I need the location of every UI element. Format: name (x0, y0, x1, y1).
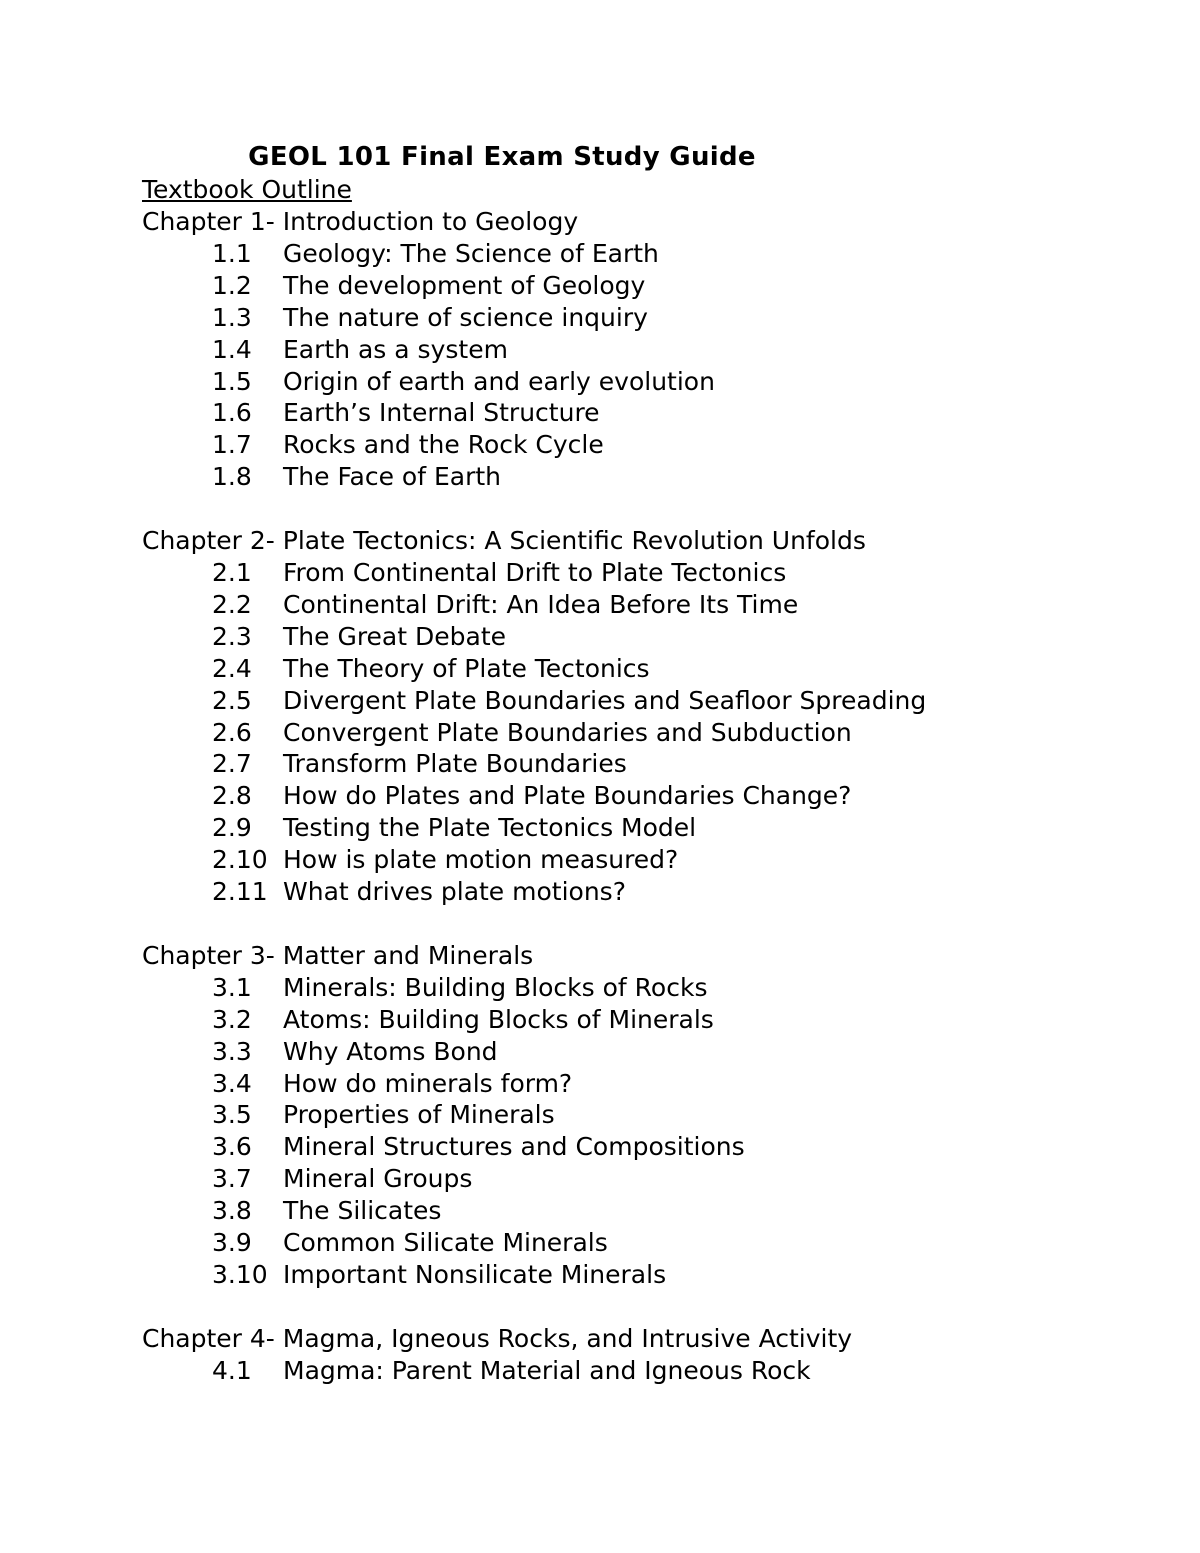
section-item (142, 334, 1142, 366)
chapter-list (142, 206, 1142, 1387)
section-number: 2.2 (212, 590, 252, 620)
section-title: How do Plates and Plate Boundaries Change? (283, 781, 852, 811)
section-item (142, 461, 1142, 493)
section-title: Divergent Plate Boundaries and Seafloor Spreading (283, 685, 927, 715)
section-item (142, 270, 1142, 302)
section-item (142, 1259, 1142, 1291)
chapter-block (142, 1323, 1142, 1387)
section-title: Continental Drift: An Idea Before Its Time (283, 590, 799, 620)
section-item (142, 397, 1142, 429)
section-item (142, 972, 1142, 1004)
section-number: 3.9 (212, 1228, 252, 1258)
section-title: Properties of Minerals (283, 1100, 555, 1130)
section-item (142, 1004, 1142, 1036)
section-number: 1.3 (212, 302, 252, 332)
section-number: 3.10 (212, 1259, 268, 1289)
section-title: Geology: The Science of Earth (283, 239, 659, 268)
section-item (142, 302, 1142, 334)
section-title: Testing the Plate Tectonics Model (283, 813, 697, 843)
chapter-spacer (142, 1291, 1142, 1323)
section-item (142, 653, 1142, 685)
chapter-block (142, 206, 1142, 493)
section-number: 1.1 (212, 239, 252, 268)
section-number: 2.7 (212, 749, 252, 779)
section-number: 3.8 (212, 1196, 252, 1226)
chapter-title: Chapter 3- Matter and Minerals (142, 940, 534, 970)
chapter-block (142, 525, 1142, 908)
section-title: The Face of Earth (283, 462, 502, 492)
section-item (142, 1355, 1142, 1387)
section-title: Convergent Plate Boundaries and Subduction (283, 717, 852, 747)
section-item (142, 557, 1142, 589)
section-number: 2.4 (212, 653, 252, 683)
section-item (142, 844, 1142, 876)
section-item (142, 366, 1142, 398)
section-item (142, 1131, 1142, 1163)
section-title: Earth’s Internal Structure (283, 398, 600, 428)
section-item (142, 429, 1142, 461)
section-item (142, 812, 1142, 844)
section-number: 4.1 (212, 1355, 252, 1385)
section-title: What drives plate motions? (283, 877, 626, 907)
section-number: 1.4 (212, 334, 252, 364)
document-page (142, 140, 1142, 1387)
section-item (142, 685, 1142, 717)
section-title: Earth as a system (283, 334, 508, 364)
chapter-spacer (142, 908, 1142, 940)
section-title: Transform Plate Boundaries (283, 749, 627, 779)
section-number: 3.4 (212, 1068, 252, 1098)
section-title: Mineral Structures and Compositions (283, 1132, 745, 1162)
section-title: The Great Debate (283, 621, 506, 651)
section-number: 3.6 (212, 1132, 252, 1162)
section-number: 1.7 (212, 430, 252, 460)
section-item (142, 1099, 1142, 1131)
section-item (142, 1163, 1142, 1195)
section-item (142, 876, 1142, 908)
chapter-block (142, 940, 1142, 1291)
section-item (142, 621, 1142, 653)
section-title: Rocks and the Rock Cycle (283, 430, 604, 460)
section-title: How is plate motion measured? (283, 845, 679, 875)
section-number: 2.5 (212, 685, 252, 715)
section-number: 1.5 (212, 366, 252, 396)
section-number: 3.1 (212, 972, 252, 1002)
section-title: How do minerals form? (283, 1068, 573, 1098)
document-title: GEOL 101 Final Exam Study Guide (248, 142, 756, 172)
section-number: 1.6 (212, 398, 252, 428)
section-item (142, 1036, 1142, 1068)
section-item (142, 1068, 1142, 1100)
section-number: 3.2 (212, 1004, 252, 1034)
section-title: The Theory of Plate Tectonics (283, 653, 650, 683)
section-item (142, 589, 1142, 621)
section-number: 1.2 (212, 270, 252, 300)
section-title: Common Silicate Minerals (283, 1228, 608, 1258)
section-item (142, 780, 1142, 812)
section-number: 1.8 (212, 462, 252, 492)
section-title: Magma: Parent Material and Igneous Rock (283, 1355, 811, 1385)
section-number: 2.6 (212, 717, 252, 747)
section-number: 3.7 (212, 1164, 252, 1194)
section-number: 2.8 (212, 781, 252, 811)
section-item (142, 748, 1142, 780)
section-number: 2.9 (212, 813, 252, 843)
chapter-title: Chapter 4- Magma, Igneous Rocks, and Intrusive Activity (142, 1323, 853, 1353)
section-number: 2.3 (212, 621, 252, 651)
section-item (142, 1195, 1142, 1227)
section-title: Origin of earth and early evolution (283, 366, 715, 396)
section-item (142, 717, 1142, 749)
section-number: 3.3 (212, 1036, 252, 1066)
section-item (142, 1227, 1142, 1259)
section-title: Minerals: Building Blocks of Rocks (283, 972, 708, 1002)
section-number: 2.10 (212, 845, 268, 875)
section-title: Important Nonsilicate Minerals (283, 1259, 667, 1289)
section-title: From Continental Drift to Plate Tectonics (283, 558, 787, 588)
chapter-title: Chapter 2- Plate Tectonics: A Scientific Revolution Unfolds (142, 526, 866, 556)
section-title: Atoms: Building Blocks of Minerals (283, 1004, 714, 1034)
section-number: 2.11 (212, 877, 268, 907)
chapter-title: Chapter 1- Introduction to Geology (142, 207, 579, 236)
section-number: 3.5 (212, 1100, 252, 1130)
section-item (142, 238, 1142, 270)
section-title: Why Atoms Bond (283, 1036, 498, 1066)
document-subtitle: Textbook Outline (142, 175, 352, 204)
section-title: The development of Geology (283, 270, 646, 300)
section-number: 2.1 (212, 558, 252, 588)
section-title: The nature of science inquiry (283, 302, 648, 332)
section-title: Mineral Groups (283, 1164, 473, 1194)
section-title: The Silicates (283, 1196, 442, 1226)
chapter-spacer (142, 493, 1142, 525)
